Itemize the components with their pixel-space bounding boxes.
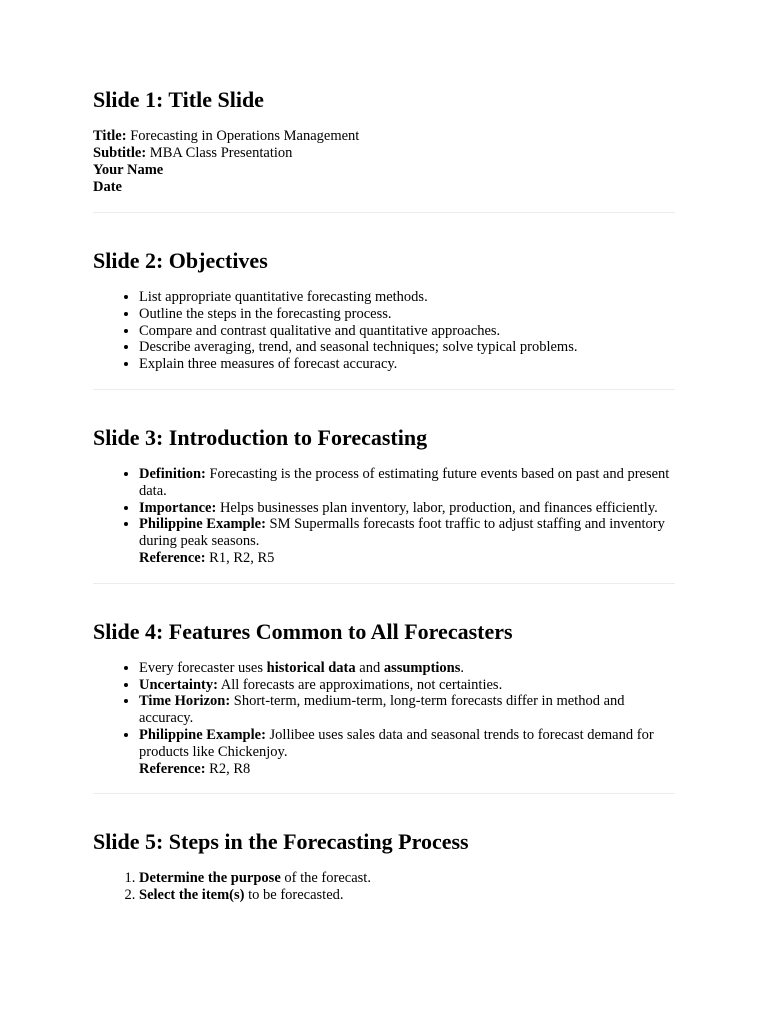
reference-value: R1, R2, R5 bbox=[205, 549, 275, 566]
list-item: • Compare and contrast qualitative and quantitative approaches. bbox=[139, 323, 675, 340]
steps-list bbox=[93, 870, 675, 904]
example-text: SM Supermalls forecasts foot traffic to adjust staffing and inventory during peak seasons. bbox=[139, 516, 665, 550]
title-slide-details bbox=[93, 128, 675, 196]
assumptions-bold: assumptions bbox=[383, 659, 461, 676]
section-divider bbox=[93, 793, 675, 794]
slide-2-section bbox=[93, 247, 675, 373]
subtitle-line bbox=[93, 145, 675, 162]
reference-label: Reference: bbox=[139, 760, 206, 777]
list-item: • Explain three measures of forecast accuracy. bbox=[139, 356, 675, 373]
slide-5-heading: Slide 5: Steps in the Forecasting Process bbox=[93, 829, 469, 855]
slide-4-heading: Slide 4: Features Common to All Forecasters bbox=[93, 618, 513, 644]
step-text: of the forecast. bbox=[280, 870, 371, 887]
objectives-list bbox=[93, 289, 675, 373]
example-text: Jollibee uses sales data and seasonal trends to forecast demand for products like Chickenjoy. bbox=[139, 726, 654, 760]
time-horizon-label: Time Horizon: bbox=[139, 693, 231, 710]
list-item: • Describe averaging, trend, and seasonal techniques; solve typical problems. bbox=[139, 339, 675, 356]
reference-line bbox=[139, 761, 675, 778]
slide-2-heading: Slide 2: Objectives bbox=[93, 248, 268, 273]
item-mid: and bbox=[355, 659, 384, 676]
slide-3-heading: Slide 3: Introduction to Forecasting bbox=[93, 424, 428, 450]
list-item: • List appropriate quantitative forecasting methods. bbox=[139, 289, 675, 306]
slide-1-section bbox=[93, 86, 675, 196]
title-value: Forecasting in Operations Management bbox=[126, 128, 360, 144]
list-item bbox=[139, 677, 675, 694]
list-item bbox=[139, 870, 675, 887]
section-divider bbox=[93, 212, 675, 213]
reference-line bbox=[139, 550, 675, 567]
time-horizon-text: Short-term, medium-term, long-term forecasts differ in method and accuracy. bbox=[139, 693, 625, 727]
name-line: Your Name bbox=[93, 162, 164, 178]
slide-3-section bbox=[93, 424, 675, 567]
slide-1-heading: Slide 1: Title Slide bbox=[93, 87, 264, 112]
features-list bbox=[93, 660, 675, 778]
step-bold: Determine the purpose bbox=[139, 870, 281, 887]
reference-label: Reference: bbox=[139, 549, 206, 566]
list-item bbox=[139, 500, 675, 517]
example-label: Philippine Example: bbox=[139, 516, 266, 533]
definition-label: Definition: bbox=[139, 465, 206, 482]
historical-data-bold: historical data bbox=[266, 659, 356, 676]
section-divider bbox=[93, 583, 675, 584]
list-item bbox=[139, 466, 675, 500]
subtitle-label: Subtitle: bbox=[93, 145, 147, 161]
list-item bbox=[139, 693, 675, 727]
date-line: Date bbox=[93, 179, 122, 195]
importance-text: Helps businesses plan inventory, labor, production, and finances efficiently. bbox=[216, 499, 658, 516]
section-divider bbox=[93, 389, 675, 390]
reference-value: R2, R8 bbox=[205, 760, 251, 777]
importance-label: Importance: bbox=[139, 499, 217, 516]
title-label: Title: bbox=[93, 128, 127, 144]
step-bold: Select the item(s) bbox=[139, 887, 245, 904]
list-item: • Outline the steps in the forecasting process. bbox=[139, 306, 675, 323]
uncertainty-label: Uncertainty: bbox=[139, 676, 218, 693]
item-suffix: . bbox=[460, 659, 465, 676]
definition-text: Forecasting is the process of estimating future events based on past and present data. bbox=[139, 465, 670, 499]
slide-4-section bbox=[93, 618, 675, 778]
introduction-list bbox=[93, 466, 675, 567]
list-item bbox=[139, 727, 675, 777]
step-text: to be forecasted. bbox=[244, 887, 344, 904]
list-item bbox=[139, 660, 675, 677]
example-label: Philippine Example: bbox=[139, 726, 266, 743]
slide-5-section bbox=[93, 828, 675, 904]
list-item bbox=[139, 887, 675, 904]
list-item bbox=[139, 516, 675, 566]
uncertainty-text: All forecasts are approximations, not certainties. bbox=[217, 676, 503, 693]
title-line bbox=[93, 128, 675, 145]
item-prefix: Every forecaster uses bbox=[139, 659, 267, 676]
subtitle-value: MBA Class Presentation bbox=[146, 145, 293, 161]
